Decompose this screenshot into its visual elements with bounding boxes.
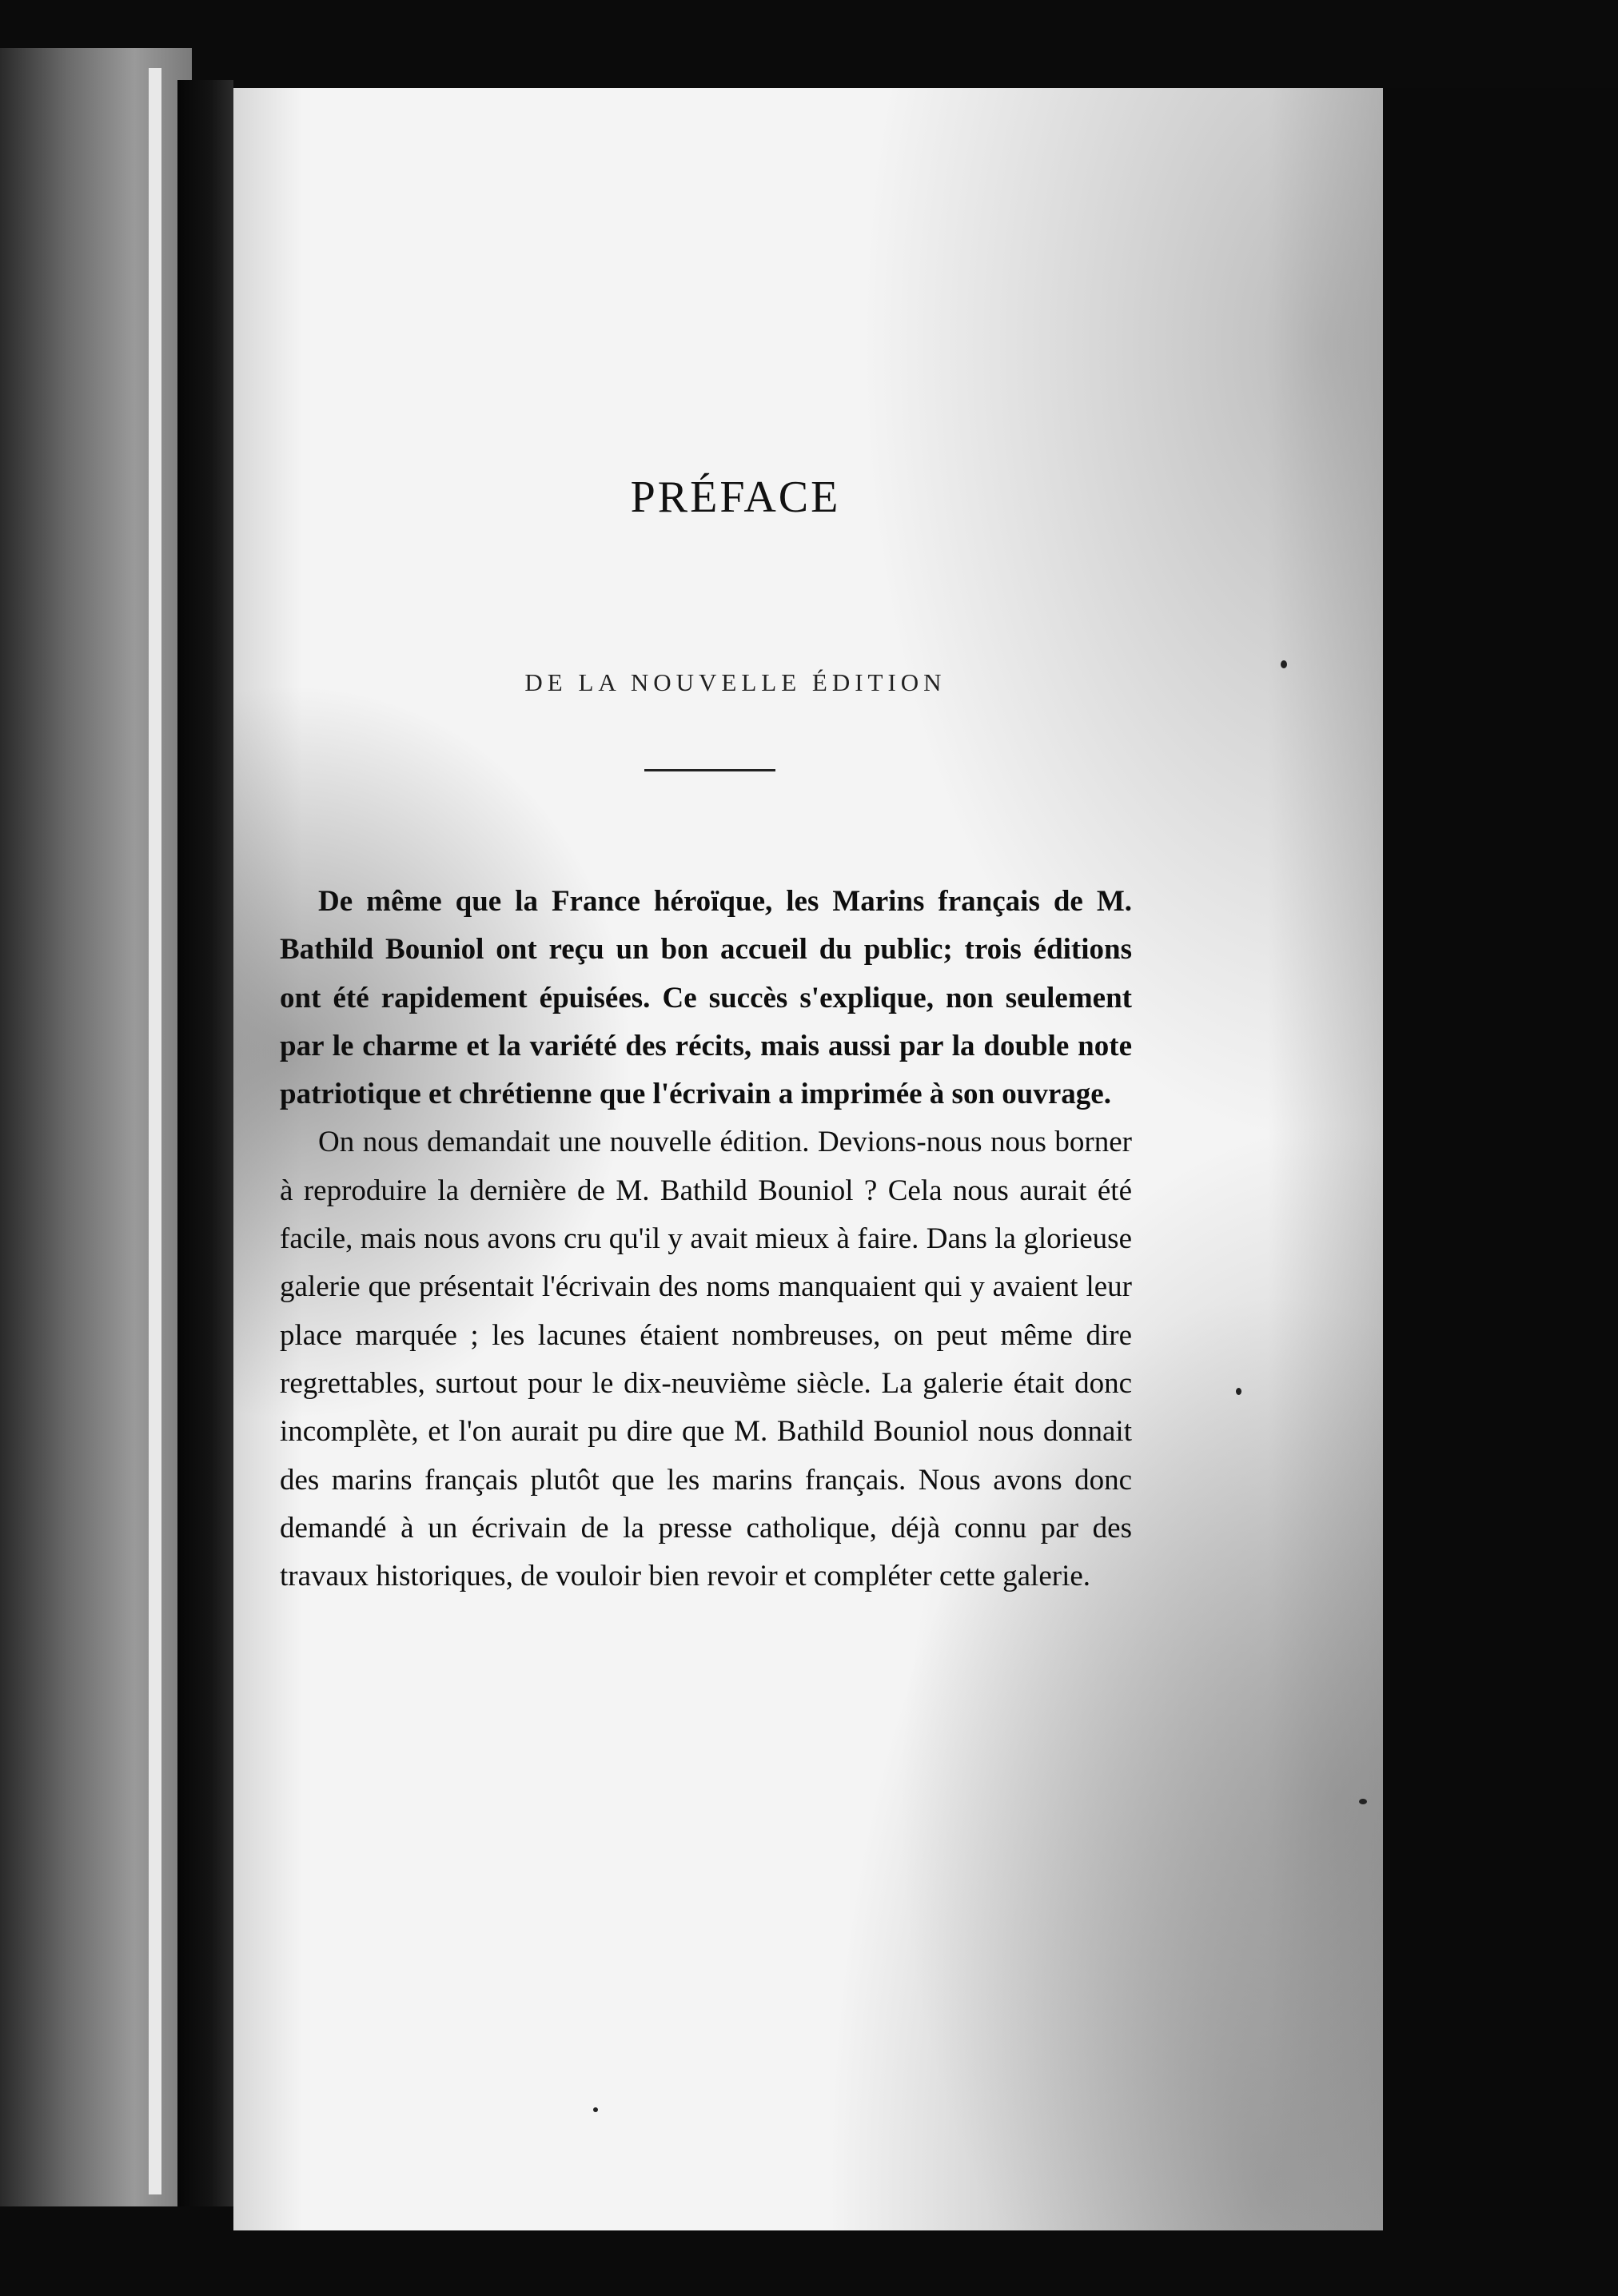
- page-subtitle: DE LA NOUVELLE ÉDITION: [524, 668, 946, 696]
- scan-speck: [1281, 660, 1287, 668]
- paragraph-1: De même que la France héroïque, les Marins français de M. Bathild Bouniol ont reçu un bon accueil du public; trois éditions ont été rapidement épuisées. Ce succès s'explique, non seulement par le charme et la variété des récits, mais aussi par la double note patriotique et chrétienne que l'écrivain a imprimée à son ouvrage.: [280, 885, 1132, 1111]
- preface-body: [280, 878, 1132, 1600]
- facing-page-edge: [149, 68, 161, 2194]
- page-title: PRÉFACE: [630, 472, 841, 522]
- book-binding-shadow: [177, 80, 233, 2206]
- scan-speck: [1236, 1388, 1241, 1395]
- title-divider: [644, 769, 775, 771]
- facing-page: [0, 48, 192, 2206]
- scan-speck: [593, 2107, 598, 2112]
- scan-speck: [1359, 1799, 1367, 1804]
- scan-background: [1383, 88, 1618, 2230]
- paragraph-2: On nous demandait une nouvelle édition. Devions-nous nous borner à reproduire la dernière de M. Bathild Bouniol ? Cela nous aurait été facile, mais nous avons cru qu'il y avait mieux à faire. Dans la glorieuse galerie que présentait l'écrivain des noms manquaient qui y avaient leur place marquée ; les lacunes étaient nombreuses, on peut même dire regrettables, surtout pour le dix-neuvième siècle. La galerie était donc incomplète, et l'on aurait pu dire que M. Bathild Bouniol nous donnait des marins français plutôt que les marins français. Nous avons donc demandé à un écrivain de la presse catholique, déjà connu par des travaux historiques, de vouloir bien revoir et compléter cette galerie.: [280, 1126, 1132, 1593]
